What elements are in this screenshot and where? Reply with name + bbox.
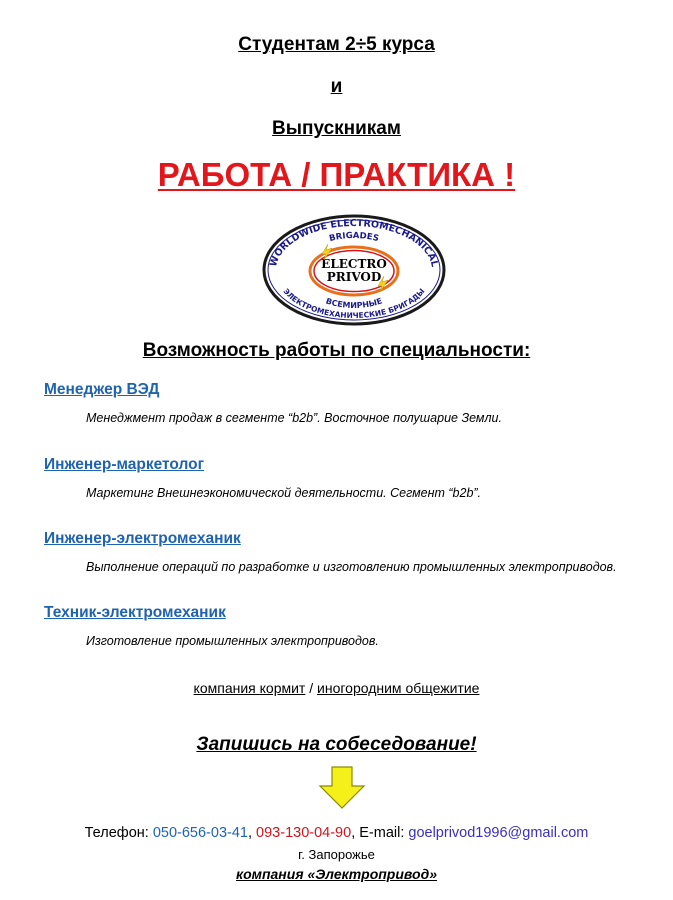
job-title-marketing-engineer[interactable]: Инженер-маркетолог	[44, 456, 205, 473]
logo-center-line1: ELECTRO	[321, 257, 387, 271]
company-name: компания «Электропривод»	[235, 866, 438, 882]
logo-bottom-text-1: ВСЕМИРНЫЕ	[324, 296, 384, 311]
email-label: , E-mail:	[351, 825, 409, 841]
contacts-line	[0, 825, 673, 841]
phone-separator: ,	[247, 825, 257, 841]
email-link[interactable]: goelprivod1996@gmail.com	[408, 825, 589, 841]
logo-top-text-2: BRIGADES	[328, 230, 380, 245]
perk-meals-link[interactable]: компания кормит	[193, 680, 306, 696]
job-title-ved-manager[interactable]: Менеджер ВЭД	[44, 381, 160, 398]
perks-line	[0, 680, 673, 696]
phone-label: Телефон:	[84, 825, 153, 841]
job-desc-electromechanical-engineer: Выполнение операций по разработке и изготовлению промышленных электроприводов.	[86, 560, 617, 574]
logo-center-line2: PRIVOD	[326, 270, 382, 284]
headline-work-practice: РАБОТА / ПРАКТИКА !	[157, 156, 516, 193]
job-title-electromechanical-technician[interactable]: Техник-электромеханик	[44, 604, 226, 621]
logo-bottom-text-2: ЭЛЕКТРОМЕХАНИЧЕСКИЕ БРИГАДЫ	[281, 286, 427, 321]
phone-1[interactable]: 050-656-03-41	[152, 825, 248, 841]
heading-students: Студентам 2÷5 курса	[238, 34, 435, 55]
city-label: г. Запорожье	[298, 847, 375, 862]
job-desc-electromechanical-technician: Изготовление промышленных электроприводов.	[86, 634, 379, 648]
heading-graduates: Выпускникам	[272, 118, 401, 139]
perk-dormitory-link[interactable]: иногородним общежитие	[317, 680, 480, 696]
job-desc-marketing-engineer: Маркетинг Внешнеэкономической деятельности. Сегмент “b2b”.	[86, 486, 482, 500]
logo-top-text: WORLDWIDE ELECTROMECHANICAL	[268, 217, 440, 269]
heading-and: и	[330, 76, 343, 97]
phone-2[interactable]: 093-130-04-90	[256, 825, 352, 841]
job-title-electromechanical-engineer[interactable]: Инженер-электромеханик	[44, 530, 241, 547]
interview-call-to-action: Запишись на собеседование!	[196, 734, 477, 755]
perk-separator: /	[305, 680, 318, 696]
section-title: Возможность работы по специальности:	[142, 340, 531, 361]
job-desc-ved-manager: Менеджмент продаж в сегменте “b2b”. Восточное полушарие Земли.	[86, 411, 502, 425]
company-logo	[262, 214, 446, 326]
arrow-down-icon	[318, 766, 366, 810]
